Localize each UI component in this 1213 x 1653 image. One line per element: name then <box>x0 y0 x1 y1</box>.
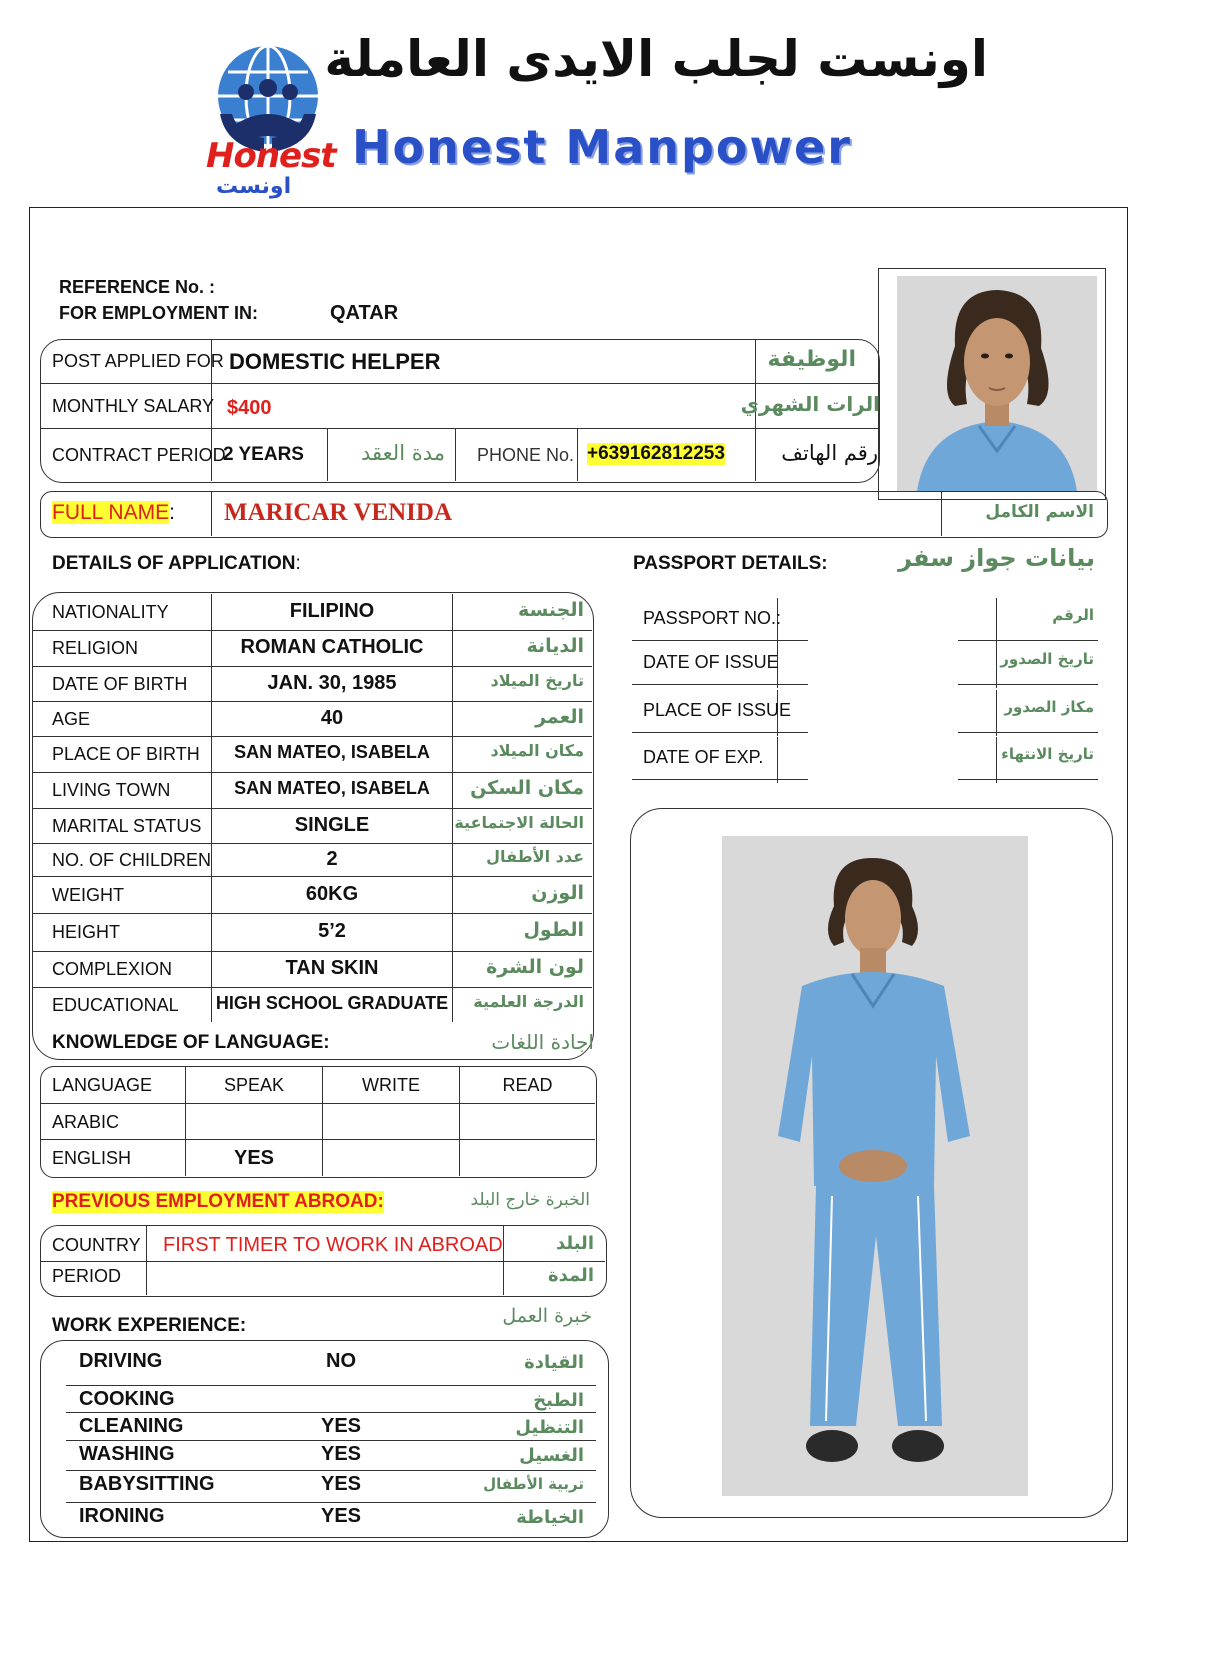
full-name-colon: : <box>169 501 175 524</box>
divider <box>66 1440 596 1441</box>
divider <box>66 1412 596 1413</box>
post-label: POST APPLIED FOR <box>52 351 224 371</box>
divider <box>996 690 997 736</box>
lang-col-write: WRITE <box>362 1075 420 1095</box>
divider <box>40 383 878 384</box>
head-photo <box>897 276 1097 491</box>
divider <box>32 876 592 877</box>
divider <box>455 428 456 481</box>
divider <box>32 772 592 773</box>
applicant-full-body-icon <box>722 836 1028 1496</box>
details-row-label: NO. OF CHILDREN <box>52 849 212 870</box>
divider <box>40 1139 595 1140</box>
divider <box>996 642 997 688</box>
lang-col-read: READ <box>502 1075 553 1095</box>
arabic-company-name: اونست لجلب الايدى العاملة <box>324 30 988 88</box>
passport-row-arabic: الرقم <box>1052 606 1094 624</box>
reference-label: REFERENCE No. : <box>59 277 216 297</box>
post-value: DOMESTIC HELPER <box>229 349 441 374</box>
lang-english-speak: YES <box>233 1147 275 1169</box>
phone-value: +639162812253 <box>587 443 725 464</box>
full-name-arabic: الاسم الكامل <box>985 502 1094 522</box>
previous-period-label: PERIOD <box>52 1266 122 1286</box>
salary-value: $400 <box>227 397 272 419</box>
post-arabic: الوظيفة <box>767 347 856 372</box>
divider <box>941 491 942 536</box>
divider <box>40 1261 605 1262</box>
details-row-arabic: لون الشرة <box>486 956 584 978</box>
passport-row-arabic: مكاز الصدور <box>1004 698 1094 716</box>
lang-row-english: ENGLISH <box>52 1148 132 1168</box>
full-name-label: FULL NAME <box>52 501 170 524</box>
details-row-value: SAN MATEO, ISABELA <box>234 778 430 798</box>
work-row-arabic: التنظيل <box>515 1417 584 1438</box>
previous-country-arabic: البلد <box>555 1233 594 1254</box>
details-row-arabic: مكان السكن <box>470 777 584 799</box>
details-row-value: 60KG <box>305 882 359 905</box>
details-row-label: RELIGION <box>52 638 139 658</box>
details-row-arabic: الوزن <box>531 881 584 904</box>
divider <box>958 684 1098 685</box>
divider <box>503 1225 504 1295</box>
details-row-value: SAN MATEO, ISABELA <box>234 742 430 762</box>
details-row-value: 40 <box>320 706 344 729</box>
contract-label: CONTRACT PERIOD <box>52 445 226 465</box>
divider <box>632 779 808 780</box>
work-row-value: YES <box>320 1473 362 1495</box>
contract-value: 2 YEARS <box>223 444 304 465</box>
previous-country-value: FIRST TIMER TO WORK IN ABROAD <box>163 1234 503 1256</box>
details-row-value: 2 <box>326 847 338 870</box>
work-row-arabic: الطبخ <box>533 1390 584 1411</box>
full-name-box <box>40 491 1108 538</box>
divider <box>32 913 592 914</box>
details-row-label: HEIGHT <box>52 922 121 942</box>
divider <box>40 428 878 429</box>
previous-period-arabic: المدة <box>547 1265 594 1286</box>
divider <box>996 737 997 783</box>
full-name-label-wrap <box>52 501 175 525</box>
divider <box>32 843 592 844</box>
lang-col-speak: SPEAK <box>223 1075 285 1095</box>
details-row-value: FILIPINO <box>289 600 375 622</box>
passport-row-label: PLACE OF ISSUE <box>643 700 792 720</box>
divider <box>32 951 592 952</box>
employment-value: QATAR <box>330 302 399 324</box>
salary-label: MONTHLY SALARY <box>52 396 215 416</box>
details-row-value: JAN. 30, 1985 <box>267 671 397 694</box>
employment-label: FOR EMPLOYMENT IN: <box>59 303 258 323</box>
full-name-value: MARICAR VENIDA <box>224 499 453 526</box>
work-row-label: IRONING <box>79 1505 165 1527</box>
work-row-label: DRIVING <box>79 1350 163 1372</box>
details-row-arabic: عدد الأطفال <box>486 846 584 866</box>
details-row-arabic: الدرجة العلمية <box>473 991 584 1011</box>
passport-heading: PASSPORT DETAILS: <box>633 553 828 574</box>
details-row-label: DATE OF BIRTH <box>52 673 188 694</box>
divider <box>66 1470 596 1471</box>
details-heading: DETAILS OF APPLICATION <box>52 553 296 574</box>
divider <box>32 736 592 737</box>
divider <box>777 737 778 783</box>
details-row-arabic: العمر <box>535 705 584 728</box>
passport-row-arabic: تاريخ الانتهاء <box>1001 745 1094 763</box>
details-row-arabic: الطول <box>523 919 584 941</box>
passport-row-label: DATE OF EXP. <box>643 747 764 767</box>
divider <box>32 808 592 809</box>
phone-label: PHONE No. <box>477 445 575 465</box>
details-row-label: MARITAL STATUS <box>52 815 202 836</box>
details-row-value: ROMAN CATHOLIC <box>240 636 424 658</box>
divider <box>32 701 592 702</box>
lang-col-language: LANGUAGE <box>52 1075 153 1095</box>
details-row-label: AGE <box>52 708 91 729</box>
work-row-value: YES <box>320 1415 362 1437</box>
contract-arabic: مدة العقد <box>361 441 445 465</box>
divider <box>211 491 212 536</box>
previous-country-label: COUNTRY <box>52 1235 141 1255</box>
details-row-label: LIVING TOWN <box>52 780 171 800</box>
divider <box>958 640 1098 641</box>
details-row-label: COMPLEXION <box>52 959 173 979</box>
divider <box>32 630 592 631</box>
body-photo <box>722 836 1028 1496</box>
lang-row-arabic: ARABIC <box>52 1112 120 1132</box>
work-row-value: YES <box>320 1443 362 1465</box>
divider <box>66 1502 596 1503</box>
details-row-label: WEIGHT <box>52 884 124 905</box>
details-heading-colon: : <box>295 553 301 574</box>
salary-arabic: الرات الشهري <box>740 392 880 416</box>
phone-arabic: رقم الهاتف <box>781 441 878 465</box>
passport-row-label: PASSPORT NO.: <box>643 608 782 628</box>
logo-arabic-text: اونست <box>216 174 292 199</box>
work-row-arabic: تربية الأطفال <box>483 1475 584 1493</box>
work-row-label: COOKING <box>79 1388 175 1410</box>
language-heading-arabic: اجادة اللغات <box>491 1030 594 1054</box>
details-row-arabic: تاريخ الميلاد <box>490 670 584 690</box>
details-row-value: 5’2 <box>318 920 346 942</box>
work-heading: WORK EXPERIENCE: <box>52 1315 247 1336</box>
details-row-value: HIGH SCHOOL GRADUATE <box>215 992 449 1013</box>
divider <box>632 640 808 641</box>
details-row-value: TAN SKIN <box>285 957 379 979</box>
work-row-arabic: الغسيل <box>519 1445 584 1466</box>
details-row-arabic: الجنسة <box>518 599 584 621</box>
work-row-value: NO <box>326 1350 356 1372</box>
details-row-label: NATIONALITY <box>52 602 169 622</box>
logo-text: Honest <box>206 136 336 176</box>
divider <box>632 684 808 685</box>
passport-heading-arabic: بيانات جواز سفر <box>898 544 1095 572</box>
work-row-arabic: القيادة <box>524 1352 584 1373</box>
work-row-label: BABYSITTING <box>79 1473 215 1495</box>
divider <box>146 1225 147 1295</box>
details-row-value: SINGLE <box>294 813 370 836</box>
work-heading-arabic: خبرة العمل <box>502 1305 592 1327</box>
divider <box>32 666 592 667</box>
work-row-label: WASHING <box>79 1443 175 1465</box>
details-heading-wrap <box>52 553 301 575</box>
divider <box>996 598 997 642</box>
details-row-arabic: الحالة الاجتماعية <box>454 812 584 832</box>
details-row-label: PLACE OF BIRTH <box>52 744 200 764</box>
divider <box>40 1103 595 1104</box>
passport-row-arabic: تاريخ الصدور <box>1000 650 1094 668</box>
passport-row-label: DATE OF ISSUE <box>643 652 779 672</box>
divider <box>66 1385 596 1386</box>
company-logo <box>206 34 336 202</box>
previous-heading: PREVIOUS EMPLOYMENT ABROAD: <box>52 1191 384 1212</box>
details-row-label: EDUCATIONAL <box>52 994 179 1015</box>
work-row-value: YES <box>320 1505 362 1527</box>
english-company-name: Honest Manpower <box>352 120 852 174</box>
work-row-label: CLEANING <box>79 1415 184 1437</box>
details-row-arabic: الديانة <box>526 635 584 657</box>
divider <box>958 732 1098 733</box>
divider <box>577 428 578 481</box>
applicant-portrait-icon <box>897 276 1097 491</box>
divider <box>958 779 1098 780</box>
language-heading: KNOWLEDGE OF LANGUAGE: <box>52 1032 330 1053</box>
divider <box>327 428 328 481</box>
work-row-arabic: الخياطة <box>516 1507 584 1528</box>
details-row-arabic: مكان الميلاد <box>490 741 584 760</box>
divider <box>632 732 808 733</box>
divider <box>32 987 592 988</box>
previous-heading-arabic: الخبرة خارج البلد <box>470 1190 590 1210</box>
